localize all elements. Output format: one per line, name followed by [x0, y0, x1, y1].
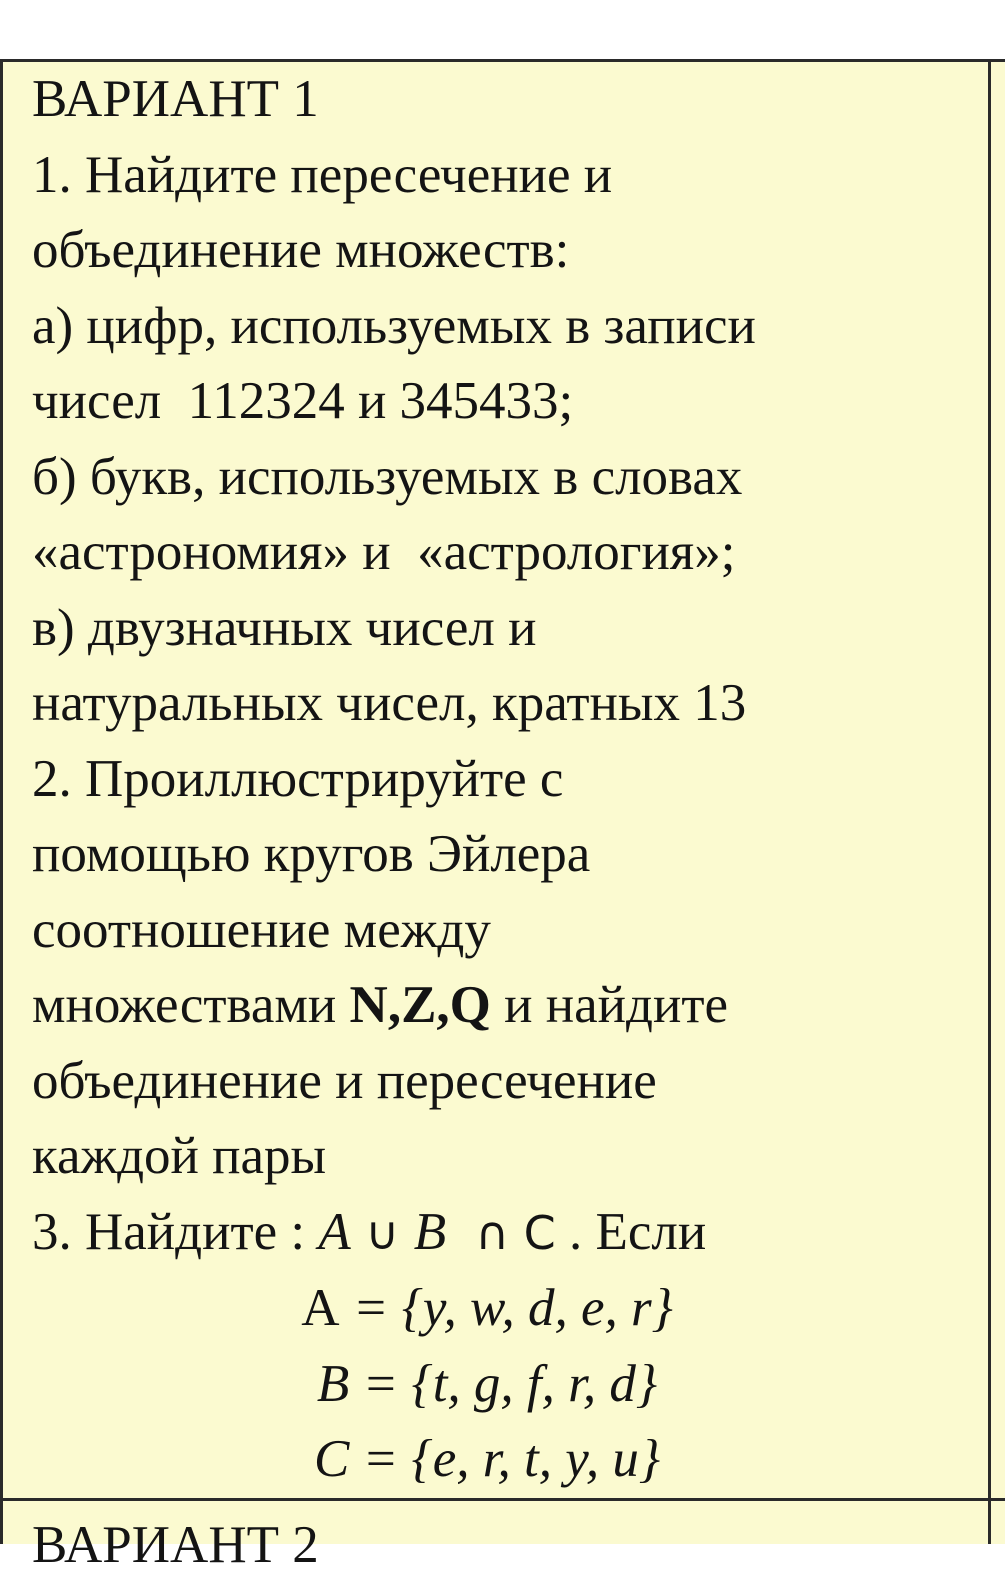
- union-operator: ∪: [350, 1205, 414, 1260]
- set-c-definition: [32, 1422, 982, 1498]
- set-b-elements: = {t, g, f, r, d}: [349, 1354, 658, 1413]
- table-column-divider: [988, 60, 991, 1544]
- task-3-line: [32, 1195, 982, 1272]
- task-2-line-1: 2. Проиллюстрируйте с: [32, 749, 564, 808]
- set-a-elements: = {y, w, d, e, r}: [339, 1279, 673, 1337]
- task-1b-line-1: б) букв, используемых в словах: [32, 447, 743, 506]
- task-2-line-6: каждой пары: [32, 1127, 327, 1185]
- set-names-nzq: N,Z,Q: [349, 976, 491, 1034]
- task-2-line-3: соотношение между: [32, 900, 491, 959]
- task-2-line-4: [32, 968, 982, 1044]
- task-1-line-1: 1. Найдите пересечение и: [32, 145, 613, 204]
- variant-2-title: ВАРИАНТ 2: [32, 1516, 319, 1574]
- intersection-operator: ∩: [446, 1205, 524, 1260]
- task-1-line-2: объединение множеств:: [32, 221, 570, 279]
- set-a-name: A: [301, 1279, 340, 1337]
- set-c-symbol: C: [523, 1205, 556, 1260]
- task-2-line-5: объединение и пересечение: [32, 1051, 657, 1110]
- set-c-elements: = {e, r, t, y, u}: [349, 1430, 661, 1488]
- task-3-suffix: . Если: [555, 1202, 707, 1261]
- task-2-line-4-start: множествами: [32, 976, 350, 1034]
- task-1a-line-1: а) цифр, используемых в записи: [32, 296, 756, 355]
- set-a-symbol: A: [318, 1202, 351, 1261]
- task-1a-line-2: чисел 112324 и 345433;: [32, 372, 574, 430]
- table-left-border: [0, 60, 3, 1544]
- table-row-divider: [0, 1498, 1005, 1501]
- task-1c-line-2: натуральных чисел, кратных 13: [32, 674, 747, 732]
- set-b-name: B: [316, 1354, 350, 1413]
- task-1c-line-1: в) двузначных чисел и: [32, 598, 537, 657]
- set-a-definition: [32, 1271, 982, 1347]
- task-1b-line-2: «астрономия» и «астрология»;: [32, 523, 736, 581]
- set-b-symbol: B: [413, 1202, 447, 1261]
- set-c-name: C: [313, 1430, 350, 1488]
- variant-1-cell: [32, 62, 982, 1498]
- task-2-line-4-end: и найдите: [490, 976, 729, 1034]
- task-3-prefix: 3. Найдите :: [32, 1202, 319, 1261]
- variant-title: ВАРИАНТ 1: [32, 70, 319, 128]
- task-2-line-2: помощью кругов Эйлера: [32, 825, 591, 883]
- set-b-definition: [32, 1347, 982, 1423]
